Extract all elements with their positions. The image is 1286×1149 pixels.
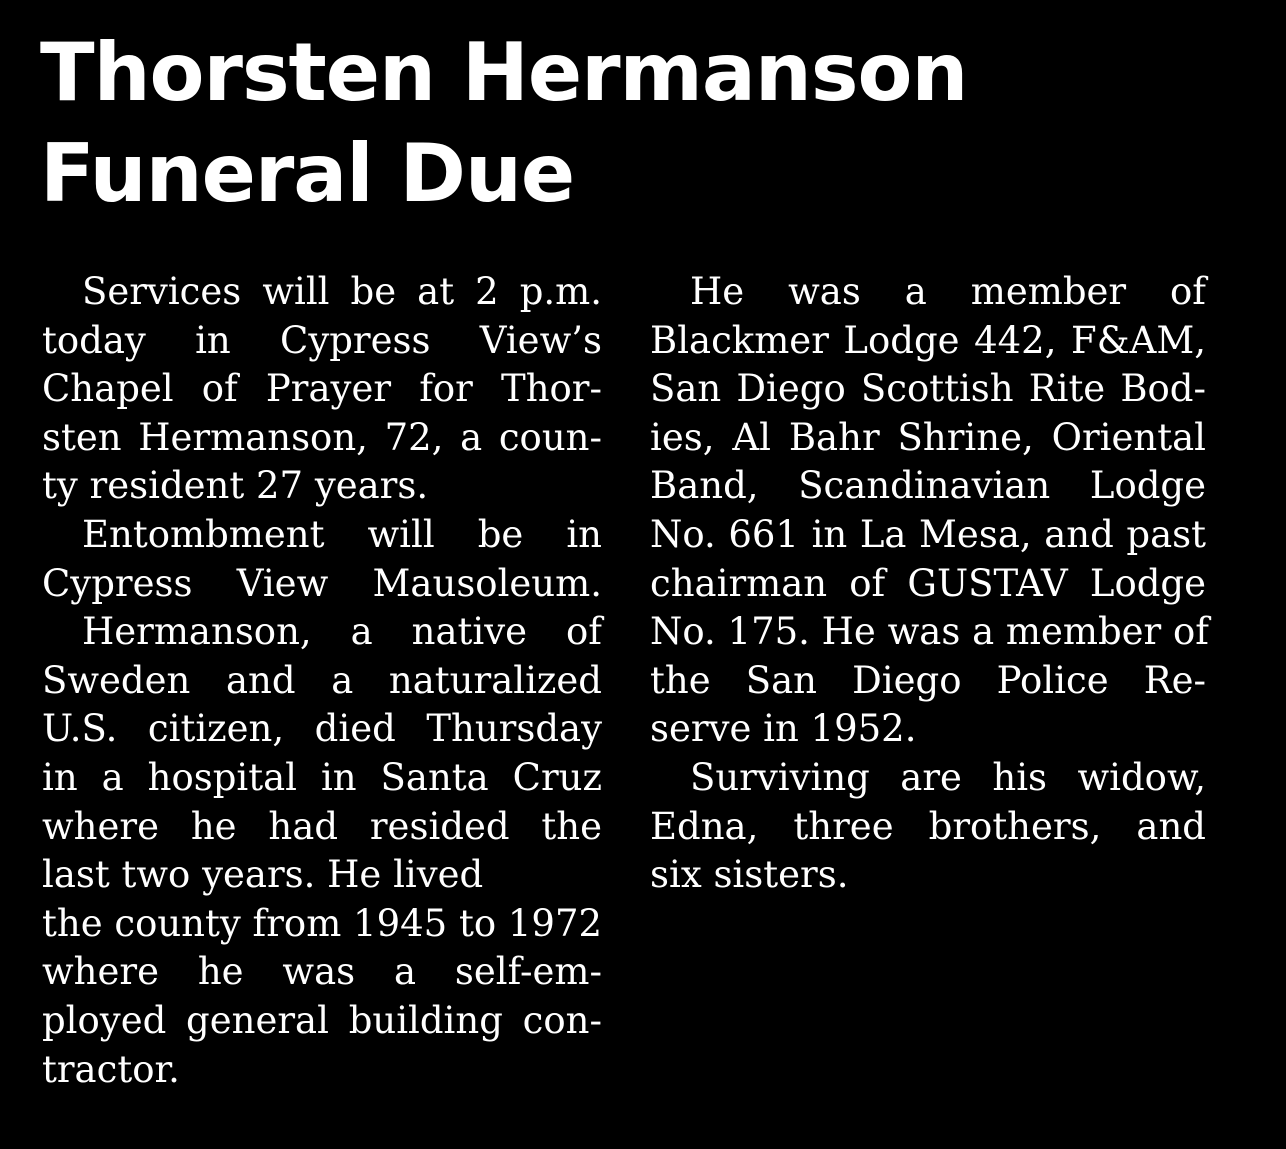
article-text-line: serve in 1952.: [650, 707, 917, 751]
article-text-line: six sisters.: [650, 853, 849, 897]
article-text-line: Entombment will be in: [82, 512, 602, 556]
article-text-line: where he had resided the: [42, 804, 602, 848]
article-text-line: Surviving are his widow,: [690, 755, 1206, 799]
article-text-line: Edna, three brothers, and: [650, 804, 1206, 848]
article-column-right: [650, 268, 1209, 900]
article-text-line: Services will be at 2 p.m.: [82, 270, 602, 313]
article-text-line: ies, Al Bahr Shrine, Oriental: [650, 415, 1206, 459]
headline-line-2: Funeral Due: [40, 127, 575, 220]
article-text-line: today in Cypress View’s: [42, 318, 602, 362]
article-text-line: San Diego Scottish Rite Bod-: [650, 367, 1206, 411]
article-text-line: Chapel of Prayer for Thor-: [42, 367, 602, 411]
article-text-line: Band, Scandinavian Lodge: [650, 464, 1206, 508]
article-text-line: ployed general building con-: [42, 998, 602, 1042]
article-text-line: where he was a self-em-: [42, 950, 602, 994]
article-text-line: ty resident 27 years.: [42, 464, 429, 508]
article-text-line: in a hospital in Santa Cruz: [42, 755, 602, 799]
article-text-line: No. 661 in La Mesa, and past: [650, 512, 1206, 556]
article-text-line: Hermanson, a native of: [82, 610, 602, 654]
article-text-line: Blackmer Lodge 442, F&AM,: [650, 318, 1206, 362]
headline-line-1: Thorsten Hermanson: [40, 26, 968, 119]
article-text-line: the county from 1945 to 1972: [42, 901, 603, 945]
article-text-line: tractor.: [42, 1047, 180, 1091]
article-column-left: [42, 268, 602, 1094]
article-text-line: He was a member of: [690, 270, 1206, 313]
article-text-line: the San Diego Police Re-: [650, 658, 1206, 702]
headline: [40, 22, 1240, 224]
article-text-line: sten Hermanson, 72, a coun-: [42, 415, 602, 459]
article-text-line: U.S. citizen, died Thursday: [42, 707, 602, 751]
article-text-line: chairman of GUSTAV Lodge: [650, 561, 1206, 605]
article-text-line: No. 175. He was a member of: [650, 610, 1209, 654]
article-text-line: Cypress View Mausoleum.: [42, 561, 602, 605]
article-text-line: Sweden and a naturalized: [42, 658, 602, 702]
article-text-line: last two years. He lived: [42, 853, 484, 897]
